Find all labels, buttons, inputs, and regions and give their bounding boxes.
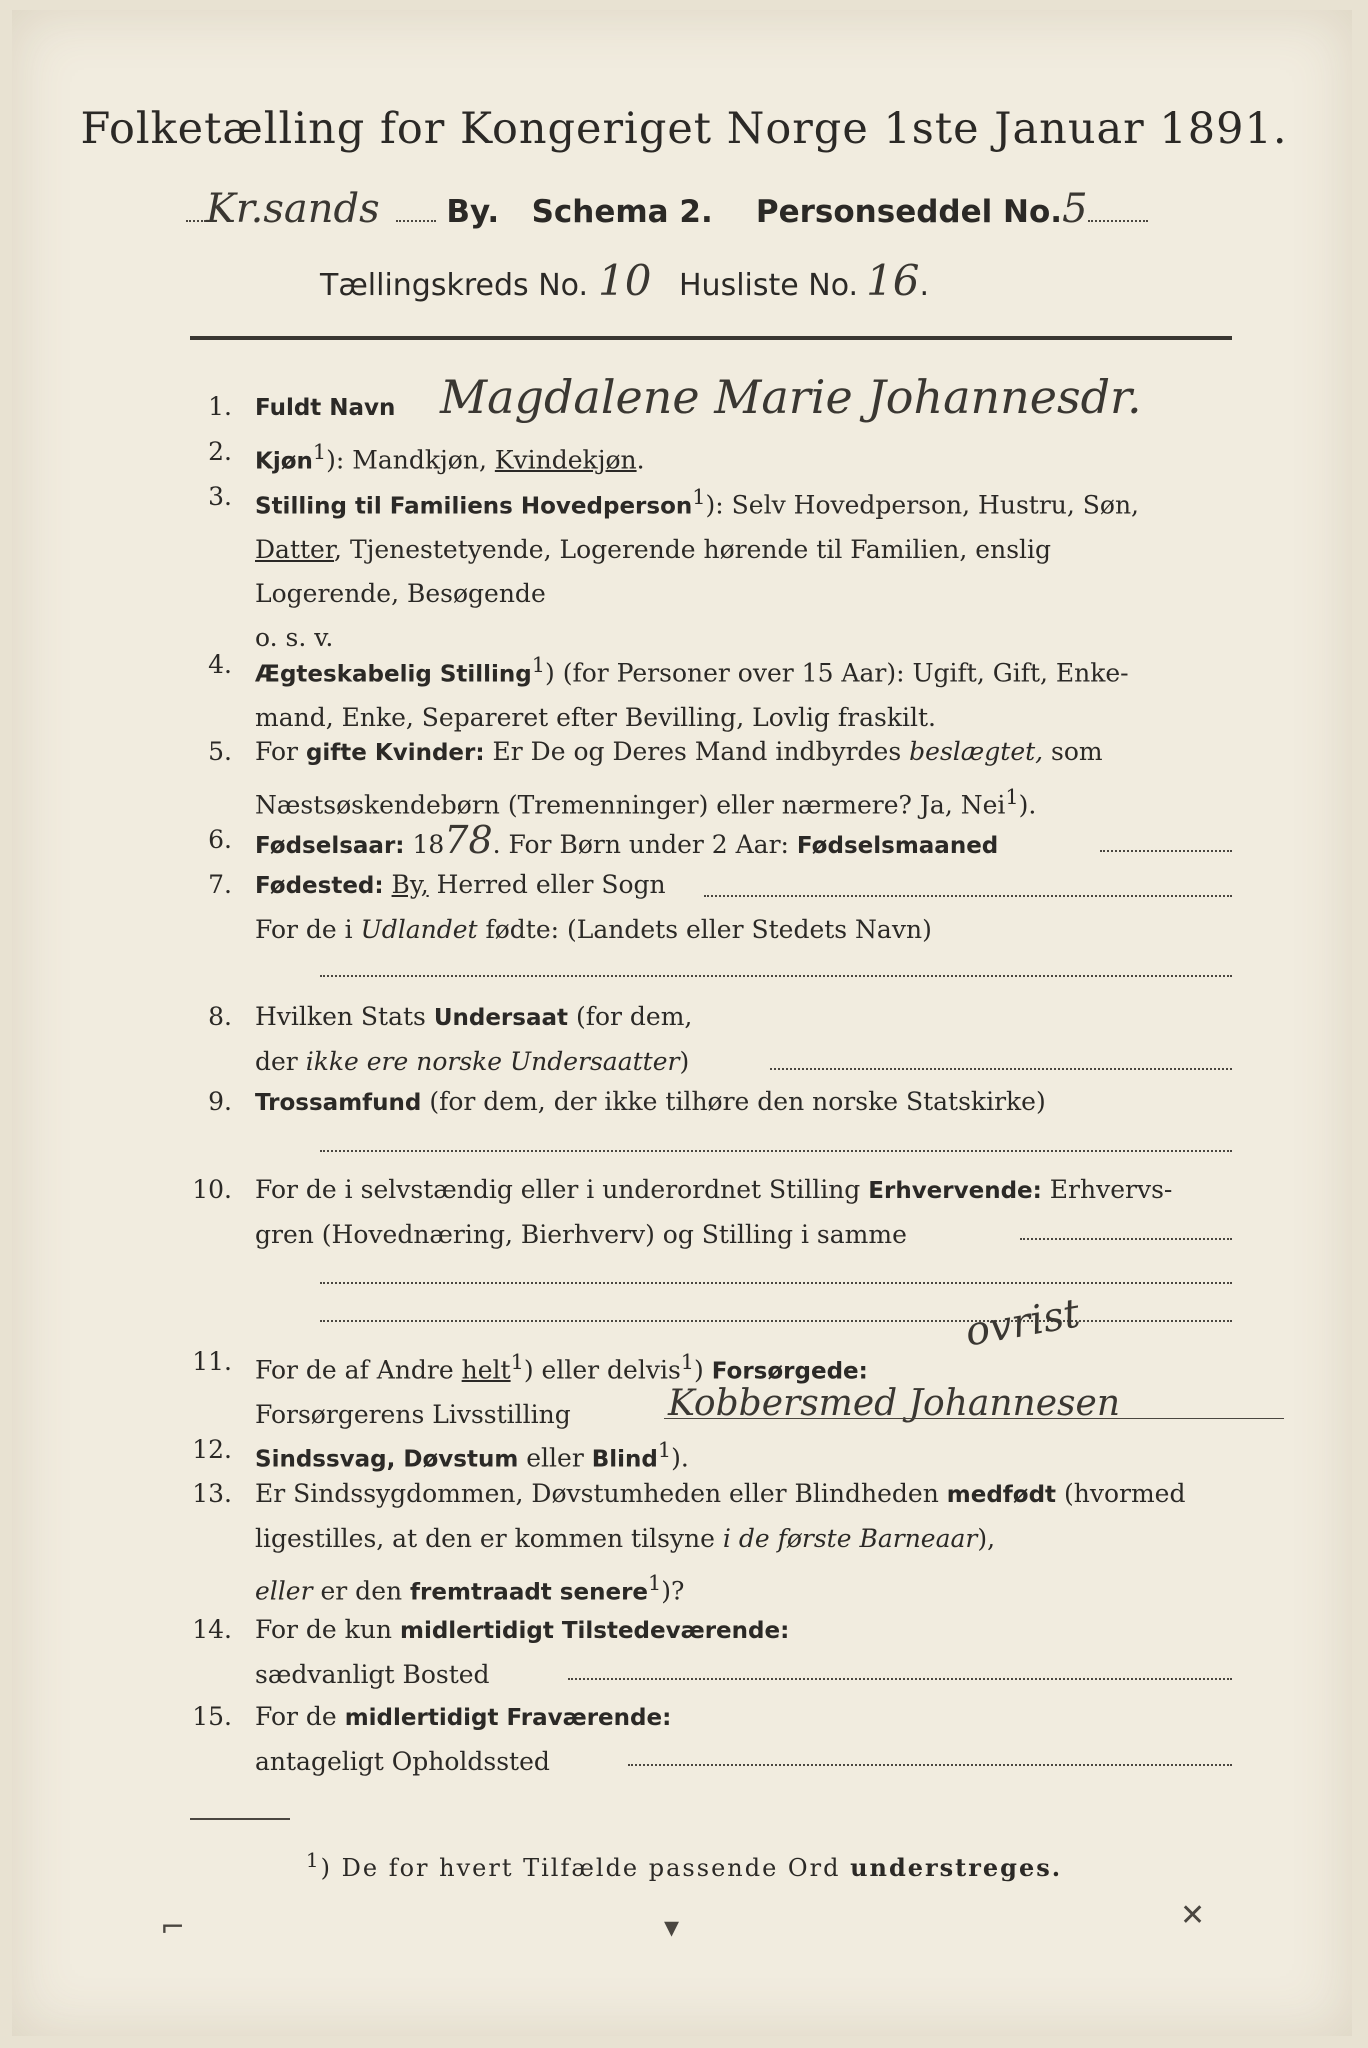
footnote-ref: 1 [680, 1350, 695, 1374]
field-label: midlertidigt Tilstedeværende: [399, 1618, 790, 1644]
question-5 [180, 730, 1240, 820]
question-text: ), [977, 1524, 996, 1553]
field-label: Ægteskabelig Stilling [255, 661, 532, 688]
punctuation: ). [1018, 790, 1037, 820]
personseddel-label: Personseddel No. [755, 194, 1063, 230]
option-text: o. s. v. [255, 623, 334, 653]
field-label: Stilling til Familiens Hovedperson [255, 493, 693, 520]
form-title: Folketælling for Kongeriget Norge 1ste Januar 1891. [80, 104, 1288, 154]
question-text: Udlandet [360, 915, 478, 944]
selected-option: helt [461, 1355, 511, 1385]
question-text: For [255, 737, 306, 766]
question-text: For de kun [255, 1615, 400, 1644]
question-text: i de første Barneaar [722, 1524, 978, 1553]
question-3 [180, 475, 1240, 655]
question-text: ) [694, 1355, 712, 1385]
question-9 [180, 1080, 1240, 1124]
option-text: ): Selv Hovedperson, Hustru, Søn, [705, 490, 1139, 520]
field-label: gifte Kvinder: [305, 740, 485, 766]
field-label: Fødselsaar: [255, 833, 405, 859]
question-number: 8. [208, 1002, 232, 1031]
question-10 [180, 1168, 1240, 1258]
dotted-leader [1088, 220, 1148, 222]
question-text: ) [679, 1047, 690, 1076]
question-text: For de af Andre [255, 1355, 462, 1385]
husliste-label: Husliste No. [679, 268, 859, 303]
option-text: Herred eller Sogn [428, 870, 666, 899]
question-text: . For Børn under 2 Aar: [492, 830, 797, 859]
question-8 [180, 995, 1240, 1085]
year-prefix: 18 [404, 830, 445, 859]
birth-year-answer: 78 [444, 818, 493, 862]
question-number: 11. [192, 1347, 232, 1376]
option-text: ) (for Personer over 15 Aar): Ugift, Gift, Enke- [545, 658, 1129, 688]
punctuation: . [636, 445, 645, 475]
occupation-blank-3 [320, 1320, 1232, 1322]
question-12 [180, 1428, 1240, 1472]
question-text: )? [661, 1576, 685, 1606]
footnote-ref: 1 [312, 440, 327, 464]
question-text: ligestilles, at den er kommen tilsyne [255, 1524, 723, 1553]
temporary-location-blank [628, 1764, 1232, 1766]
provider-answer: Kobbersmed Johannesen [668, 1383, 1121, 1424]
field-label: Forsørgede: [711, 1358, 868, 1385]
question-number: 6. [208, 825, 232, 854]
dotted-leader [186, 220, 206, 222]
question-6 [180, 818, 1240, 862]
selected-option: Kvindekjøn [494, 445, 637, 475]
footnote-ref: 1 [657, 1438, 672, 1462]
question-text: Forsørgerens Livsstilling [255, 1400, 571, 1430]
question-text: (for dem, [568, 1002, 693, 1031]
question-text: For de [255, 1702, 345, 1731]
by-label: By. [446, 194, 500, 230]
occupation-blank [1020, 1238, 1232, 1240]
question-number: 5. [208, 737, 232, 766]
center-mark: ▾ [664, 1910, 680, 1945]
birthplace-blank [704, 895, 1232, 897]
personseddel-number: 5 [1062, 186, 1088, 232]
question-text: Er De og Deres Mand indbyrdes [484, 737, 910, 766]
city-handwritten: Kr.sands [206, 186, 380, 232]
citizenship-blank [770, 1068, 1232, 1070]
husliste-number: 16 [866, 256, 920, 305]
schema-label: Schema 2. [531, 194, 713, 230]
option-text: , Tjenestetyende, Logerende hørende til Familien, enslig [334, 535, 1052, 565]
selected-option: By, [391, 870, 429, 899]
option-text: mand, Enke, Separeret efter Bevilling, Lovlig fraskilt. [255, 703, 936, 733]
field-label: Undersaat [433, 1005, 568, 1031]
dotted-leader [396, 220, 436, 222]
question-number: 9. [208, 1087, 232, 1116]
footnote-ref: 1 [510, 1350, 524, 1374]
field-label: Fødested: [255, 873, 384, 899]
provider-answer-top: ovrist [961, 1290, 1084, 1356]
question-text: er den [312, 1576, 411, 1606]
foreign-birthplace-blank [320, 975, 1232, 977]
usual-residence-blank [568, 1678, 1232, 1680]
field-label: medfødt [946, 1482, 1057, 1508]
taellingskreds-label: Tællingskreds No. [320, 268, 588, 303]
question-number: 2. [208, 437, 232, 466]
question-text: ikke ere norske Undersaatter [305, 1047, 680, 1076]
field-label: Sindssvag, Døvstum [255, 1446, 519, 1473]
question-text: der [255, 1047, 306, 1076]
footnote-ref: 1 [531, 653, 546, 677]
question-number: 14. [192, 1615, 232, 1644]
field-label: Erhvervende: [868, 1178, 1042, 1204]
question-text: eller [518, 1443, 592, 1473]
option-text: ): Mandkjøn, [326, 445, 495, 475]
religion-blank [320, 1150, 1232, 1152]
question-number: 15. [192, 1702, 232, 1731]
footnote [0, 1848, 1368, 1882]
question-number: 1. [208, 392, 232, 421]
question-text: Hvilken Stats [255, 1002, 434, 1031]
question-number: 13. [192, 1479, 232, 1508]
corner-mark-right: ✕ [1180, 1898, 1206, 1933]
birth-month-blank [1100, 850, 1232, 852]
question-text: eller [255, 1576, 313, 1606]
question-number: 12. [192, 1435, 232, 1464]
question-text: antageligt Opholdssted [255, 1747, 550, 1776]
question-number: 3. [208, 482, 232, 511]
question-number: 7. [208, 870, 232, 899]
field-label: fremtraadt senere [410, 1579, 649, 1606]
question-text: Erhvervs- [1041, 1175, 1173, 1204]
question-text: For de i [255, 915, 361, 944]
footnote-marker: 1 [305, 1848, 321, 1872]
header-rule [190, 336, 1232, 340]
taellingskreds-number: 10 [598, 256, 652, 305]
footnote-ref: 1 [1005, 785, 1019, 809]
question-13 [180, 1472, 1240, 1607]
footnote-ref: 1 [692, 485, 706, 509]
selected-option: Datter [255, 535, 335, 565]
question-15 [180, 1695, 1240, 1785]
field-label: Kjøn [255, 448, 313, 475]
question-text: som [1043, 737, 1103, 766]
punctuation: ). [671, 1443, 689, 1473]
footnote-emphasis: understreges. [850, 1853, 1063, 1882]
occupation-blank-2 [320, 1282, 1232, 1284]
question-text: gren (Hovednæring, Bierhverv) og Stilling i samme [255, 1220, 907, 1249]
field-label: Fødselsmaaned [796, 833, 999, 859]
field-label: Trossamfund [255, 1090, 422, 1116]
question-14 [180, 1608, 1240, 1698]
footnote-text: ) De for hvert Tilfælde passende Ord [320, 1854, 851, 1882]
question-2 [180, 430, 1240, 474]
question-text: ) eller delvis [523, 1355, 681, 1385]
question-text: fødte: (Landets eller Stedets Navn) [477, 915, 932, 944]
option-text: Logerende, Besøgende [255, 579, 546, 609]
full-name-answer: Magdalene Marie Johannesdr. [440, 370, 1142, 424]
district-line: Tællingskreds No. 10 Husliste No. 16. [320, 256, 930, 305]
footnote-ref: 1 [648, 1571, 662, 1595]
corner-mark-left: ⌐ [160, 1910, 186, 1945]
question-text: sædvanligt Bosted [255, 1660, 490, 1689]
question-text: For de i selvstændig eller i underordnet Stilling [255, 1175, 869, 1204]
question-text: Næstsøskendebørn (Tremenninger) eller nærmere? Ja, Nei [255, 790, 1006, 820]
question-text: Er Sindssygdommen, Døvstumheden eller Blindheden [255, 1479, 947, 1508]
field-label: midlertidigt Fraværende: [344, 1705, 672, 1731]
question-text: beslægtet, [909, 737, 1044, 766]
provider-blank [664, 1418, 1284, 1419]
question-7 [180, 863, 1240, 953]
question-4 [180, 643, 1240, 733]
field-label: Blind [591, 1446, 658, 1473]
field-label: Fuldt Navn [255, 395, 396, 421]
footnote-rule [190, 1818, 290, 1820]
question-number: 4. [208, 650, 232, 679]
city-schema-line [186, 186, 1236, 236]
question-number: 10. [192, 1175, 232, 1204]
question-text: (hvormed [1056, 1479, 1186, 1508]
question-text: (for dem, der ikke tilhøre den norske Statskirke) [421, 1087, 1046, 1116]
